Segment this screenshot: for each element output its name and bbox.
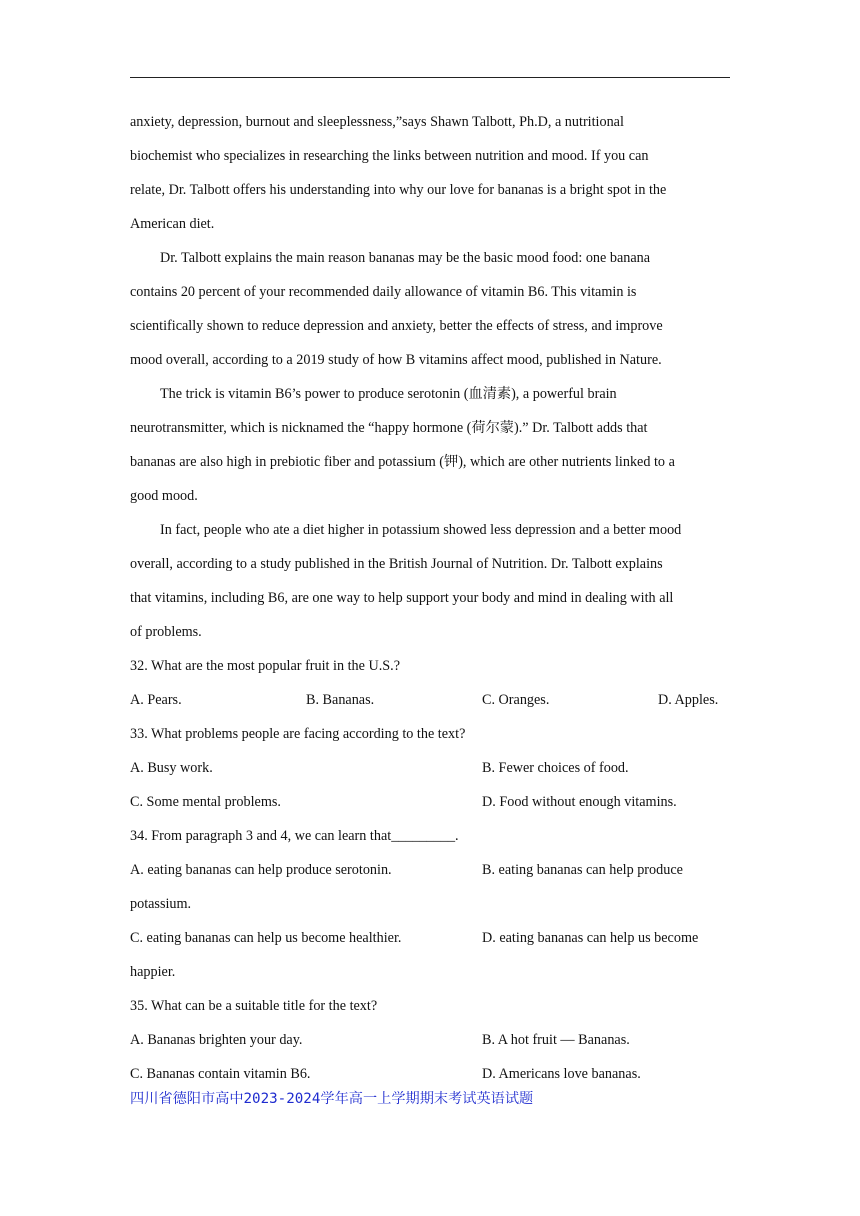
question-stem: 32. What are the most popular fruit in the U.S.? (130, 658, 401, 674)
question-options (130, 751, 730, 785)
option-b: B. Fewer choices of food. (482, 760, 629, 776)
passage-line: good mood. (130, 488, 198, 504)
option-c: C. Some mental problems. (130, 794, 281, 810)
option-b: B. A hot fruit — Bananas. (482, 1032, 630, 1048)
passage-line: that vitamins, including B6, are one way to help support your body and mind in dealing with all (130, 590, 674, 606)
option-d: D. Food without enough vitamins. (482, 794, 677, 810)
question-35 (130, 989, 730, 1091)
passage-line: relate, Dr. Talbott offers his understanding into why our love for bananas is a bright spot in the (130, 182, 667, 198)
option-c: C. Oranges. (482, 692, 550, 708)
question-options (130, 1023, 730, 1057)
question-stem: 33. What problems people are facing according to the text? (130, 726, 466, 742)
option-d: D. Apples. (658, 692, 719, 708)
option-b: B. eating bananas can help produce (482, 862, 683, 878)
passage-line: of problems. (130, 624, 202, 640)
question-stem: 34. From paragraph 3 and 4, we can learn that_________. (130, 828, 459, 844)
question-33 (130, 717, 730, 819)
question-options (130, 683, 730, 717)
option-c: C. eating bananas can help us become healthier. (130, 930, 402, 946)
passage-line: contains 20 percent of your recommended daily allowance of vitamin B6. This vitamin is (130, 284, 637, 300)
passage-line: mood overall, according to a 2019 study of how B vitamins affect mood, published in Nature. (130, 352, 662, 368)
document-body (130, 105, 730, 1091)
passage-line: American diet. (130, 216, 215, 232)
option-d-continued: happier. (130, 964, 176, 980)
passage-line: biochemist who specializes in researching the links between nutrition and mood. If you can (130, 148, 649, 164)
passage-line: In fact, people who ate a diet higher in potassium showed less depression and a better mood (160, 522, 682, 538)
passage-line: Dr. Talbott explains the main reason bananas may be the basic mood food: one banana (160, 250, 651, 266)
question-stem: 35. What can be a suitable title for the text? (130, 998, 378, 1014)
passage-line: The trick is vitamin B6’s power to produce serotonin (血清素), a powerful brain (160, 386, 617, 402)
question-options (130, 853, 730, 887)
option-d: D. Americans love bananas. (482, 1066, 641, 1082)
passage-line: bananas are also high in prebiotic fiber and potassium (钾), which are other nutrients linked to a (130, 454, 675, 470)
passage-line: anxiety, depression, burnout and sleeplessness,”says Shawn Talbott, Ph.D, a nutritional (130, 114, 624, 130)
passage (130, 105, 730, 649)
source-link[interactable]: 四川省德阳市高中2023-2024学年高一上学期期末考试英语试题 (130, 1091, 534, 1107)
passage-line: overall, according to a study published in the British Journal of Nutrition. Dr. Talbott explains (130, 556, 663, 572)
option-d: D. eating bananas can help us become (482, 930, 699, 946)
header-rule (130, 77, 730, 78)
question-options (130, 921, 730, 955)
question-32 (130, 649, 730, 717)
question-options (130, 785, 730, 819)
passage-line: neurotransmitter, which is nicknamed the “happy hormone (荷尔蒙).” Dr. Talbott adds that (130, 420, 648, 436)
option-b: B. Bananas. (306, 692, 375, 708)
question-34 (130, 819, 730, 989)
option-c: C. Bananas contain vitamin B6. (130, 1066, 311, 1082)
option-a: A. Busy work. (130, 760, 213, 776)
passage-line: scientifically shown to reduce depression and anxiety, better the effects of stress, and improve (130, 318, 663, 334)
option-a: A. Bananas brighten your day. (130, 1032, 303, 1048)
option-a: A. Pears. (130, 692, 182, 708)
option-b-continued: potassium. (130, 896, 192, 912)
option-a: A. eating bananas can help produce serotonin. (130, 862, 392, 878)
